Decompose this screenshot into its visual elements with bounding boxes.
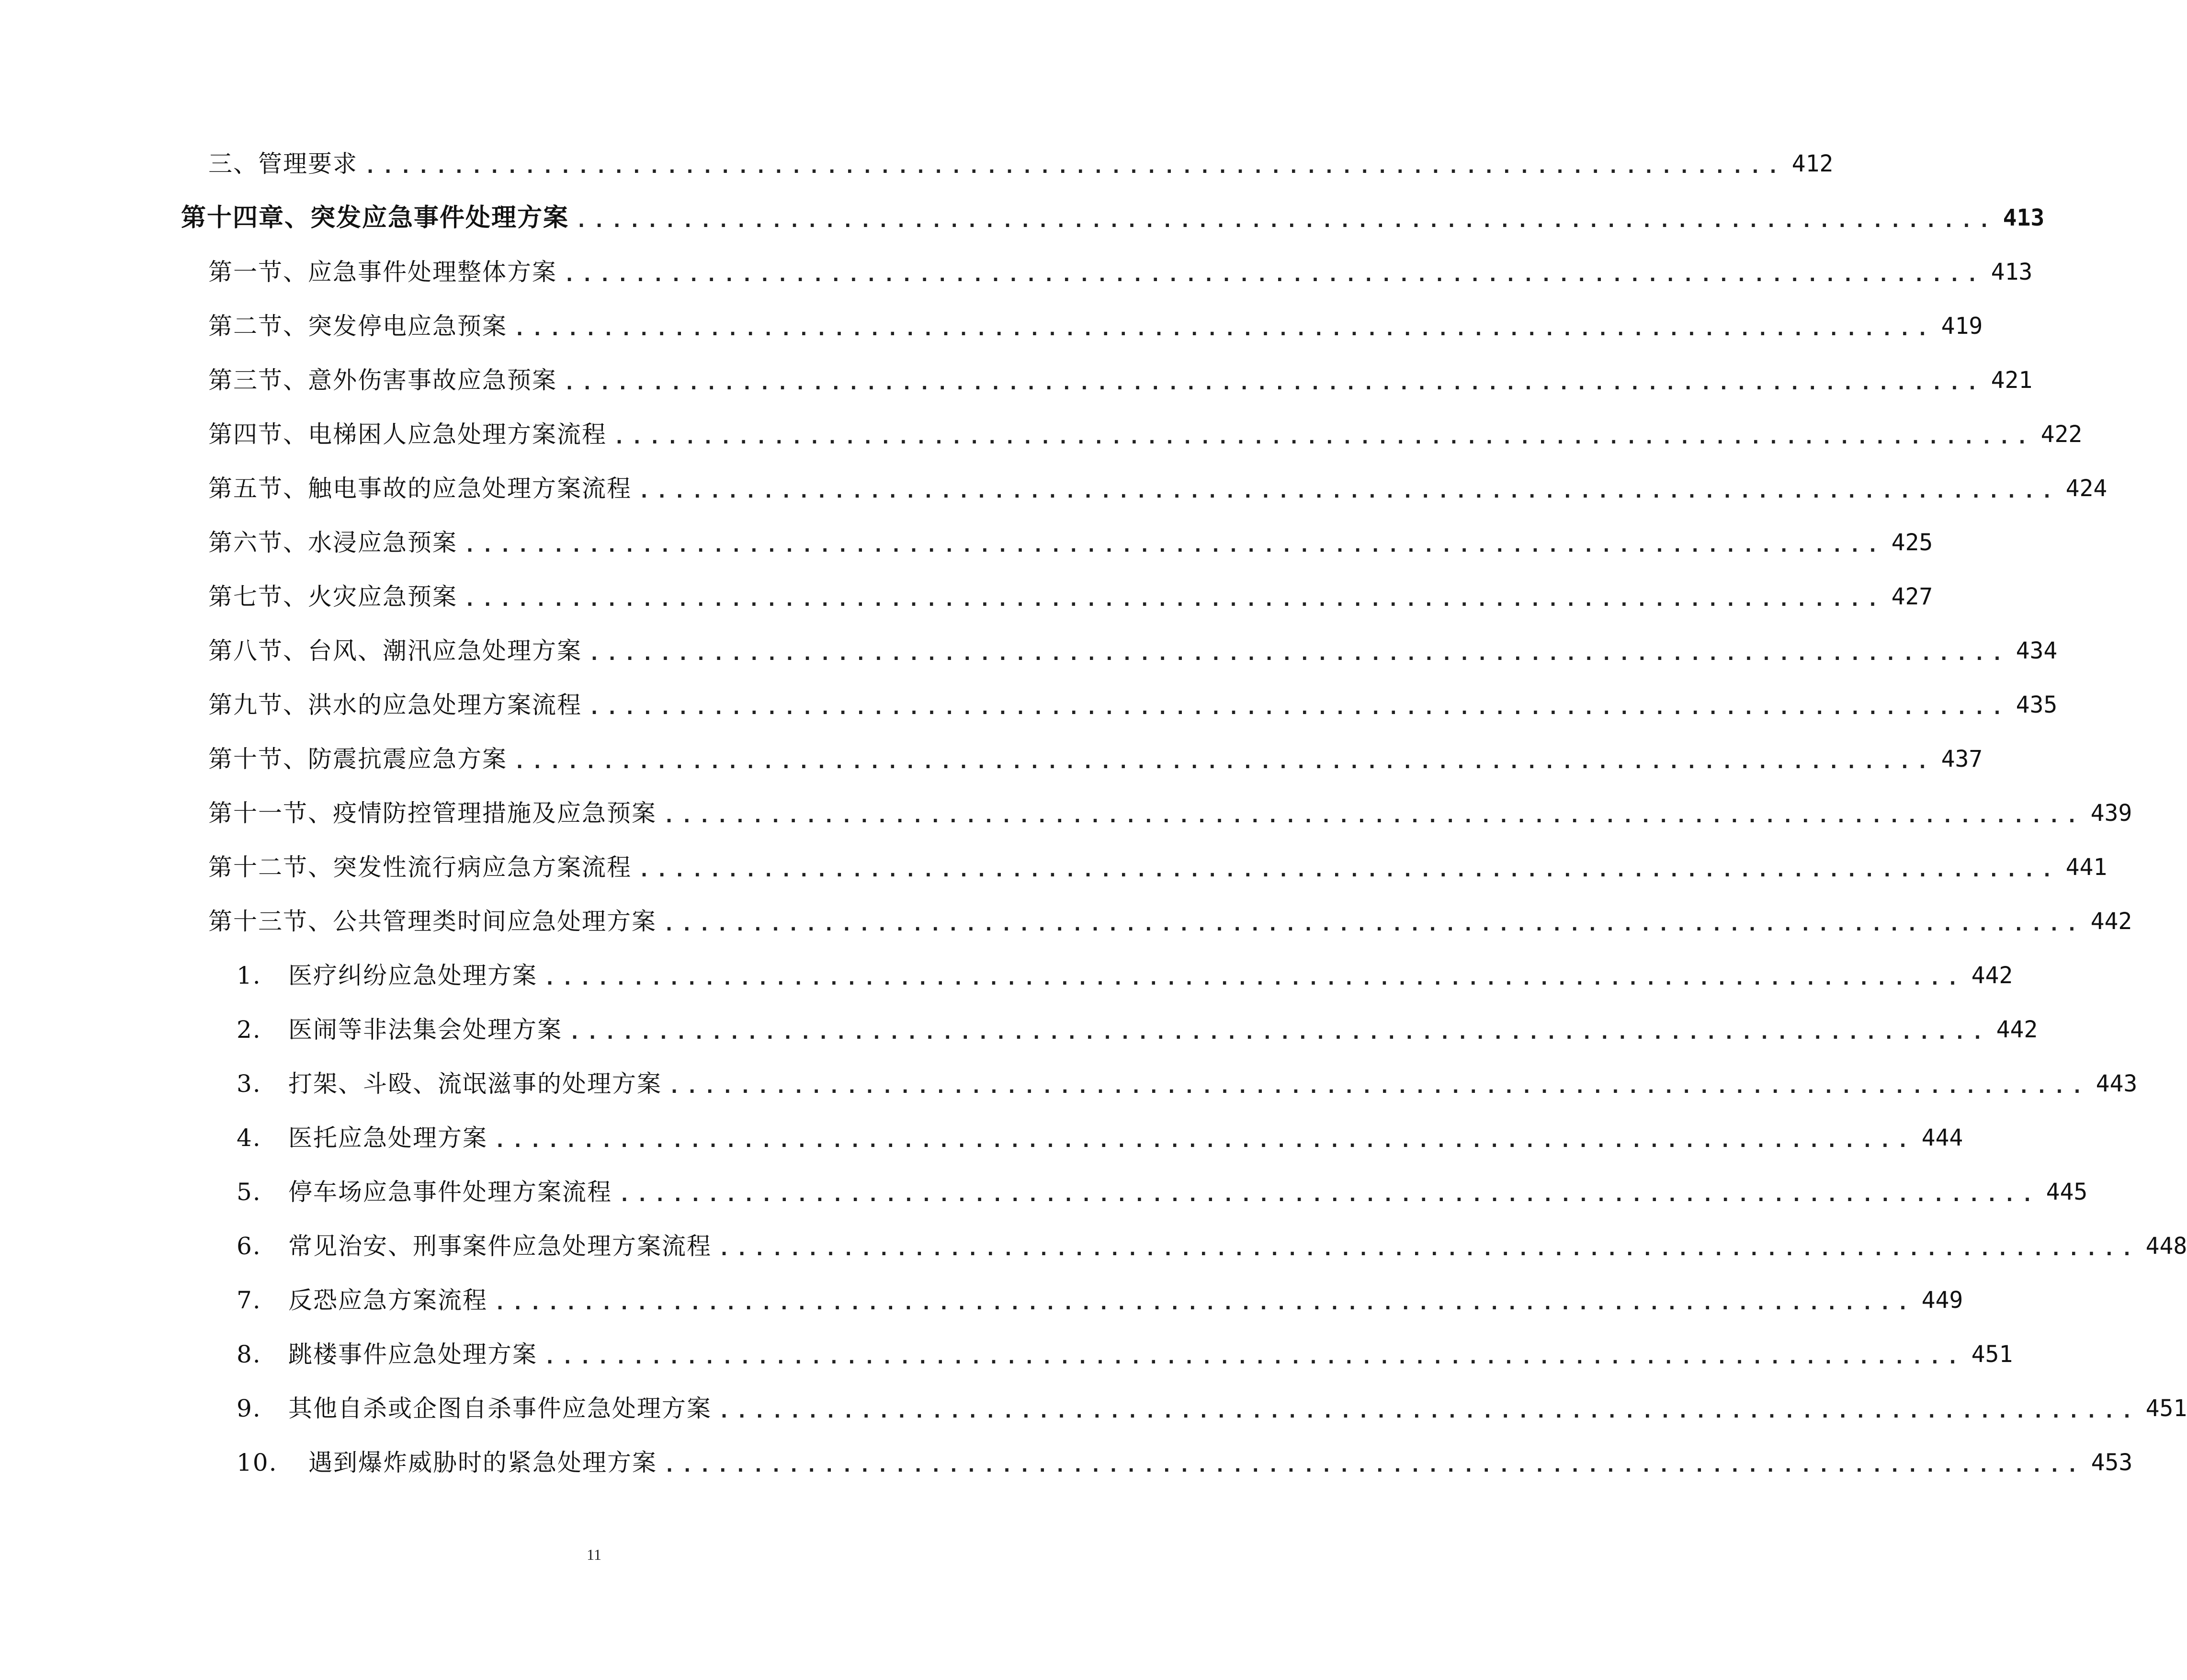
toc-entry-title (208, 631, 582, 671)
toc-entry-title (208, 414, 607, 454)
toc-dot-leader: ................................................................................ (619, 1184, 2040, 1206)
toc-entry-title (208, 847, 632, 887)
toc-entry-title (237, 1334, 537, 1374)
toc-page-number: 449 (1921, 1287, 1963, 1314)
toc-page-number: 425 (1891, 529, 1933, 556)
toc-dot-leader: ................................................................................ (663, 805, 2084, 827)
toc-item-entry[interactable] (237, 1388, 2187, 1429)
toc-section-entry[interactable] (208, 739, 1983, 779)
toc-dot-leader: ................................................................................ (544, 1346, 1965, 1368)
toc-dot-leader: ................................................................................ (718, 1238, 2139, 1260)
toc-entry-text: 第十三节、公共管理类时间应急处理方案 (208, 908, 657, 935)
toc-dot-leader: ................................................................................ (364, 156, 1785, 178)
toc-item-entry[interactable] (237, 1442, 2133, 1483)
toc-section-entry[interactable] (208, 793, 2132, 833)
toc-entry-text: 第十节、防震抗震应急方案 (208, 745, 507, 773)
toc-page-number: 445 (2046, 1179, 2088, 1205)
toc-entry-title (237, 1118, 487, 1158)
toc-dot-leader: ................................................................................ (664, 1454, 2085, 1476)
toc-entry-text: 其他自杀或企图自杀事件应急处理方案 (288, 1395, 712, 1422)
toc-entry-title (208, 739, 507, 779)
toc-page-number: 442 (1971, 962, 2013, 989)
toc-section-entry[interactable] (208, 144, 1834, 184)
toc-entry-title (208, 793, 657, 833)
toc-entry-text: 第十四章、突发应急事件处理方案 (181, 203, 569, 232)
toc-entry-text: 第五节、触电事故的应急处理方案流程 (208, 475, 632, 502)
toc-entry-text: 第十二节、突发性流行病应急方案流程 (208, 853, 632, 881)
toc-entry-number: 1. (237, 962, 261, 989)
toc-dot-leader: ................................................................................ (514, 318, 1935, 340)
toc-entry-text: 常见治安、刑事案件应急处理方案流程 (288, 1232, 712, 1260)
toc-page-number: 435 (2016, 692, 2058, 718)
toc-entry-number: 7. (237, 1286, 261, 1314)
toc-item-entry[interactable] (237, 1010, 2038, 1050)
toc-entry-title (208, 468, 632, 509)
toc-page-number: 451 (1971, 1341, 2013, 1368)
toc-dot-leader: ................................................................................ (638, 480, 2059, 502)
toc-page-number: 439 (2090, 800, 2132, 827)
toc-dot-leader: ................................................................................ (576, 210, 1996, 232)
toc-entry-number: 4. (237, 1124, 261, 1152)
toc-dot-leader: ................................................................................ (464, 589, 1885, 611)
toc-dot-leader: ................................................................................ (514, 751, 1935, 773)
toc-entry-title (208, 252, 557, 292)
toc-dot-leader: ................................................................................ (589, 697, 2009, 719)
toc-dot-leader: ................................................................................ (564, 264, 1984, 286)
toc-item-entry[interactable] (237, 1280, 1963, 1320)
toc-entry-number: 6. (237, 1232, 261, 1260)
toc-dot-leader: ................................................................................ (718, 1400, 2139, 1422)
toc-entry-text: 打架、斗殴、流氓滋事的处理方案 (288, 1070, 662, 1098)
toc-entry-number: 5. (237, 1178, 261, 1206)
toc-dot-leader: ................................................................................ (638, 859, 2059, 881)
toc-dot-leader: ................................................................................ (564, 372, 1984, 394)
toc-page-number: 451 (2145, 1395, 2187, 1422)
toc-entry-text: 第九节、洪水的应急处理方案流程 (208, 691, 582, 719)
toc-entry-title (208, 522, 457, 563)
toc-entry-title (208, 901, 657, 942)
toc-section-entry[interactable] (208, 306, 1983, 346)
toc-chapter-entry[interactable] (181, 198, 2045, 238)
toc-dot-leader: ................................................................................ (494, 1130, 1915, 1152)
toc-entry-title (237, 1226, 712, 1266)
toc-item-entry[interactable] (237, 1064, 2138, 1104)
toc-entry-text: 第三节、意外伤害事故应急预案 (208, 366, 557, 394)
toc-entry-text: 反恐应急方案流程 (288, 1286, 487, 1314)
toc-section-entry[interactable] (208, 252, 2033, 292)
toc-section-entry[interactable] (208, 631, 2058, 671)
toc-item-entry[interactable] (237, 1334, 2013, 1374)
toc-entry-text: 医疗纠纷应急处理方案 (288, 962, 537, 989)
toc-entry-text: 遇到爆炸威胁时的紧急处理方案 (308, 1449, 657, 1476)
toc-page-number: 442 (1996, 1016, 2038, 1043)
toc-entry-title (208, 144, 358, 184)
toc-page-number: 442 (2090, 908, 2132, 935)
toc-entry-number: 3. (237, 1070, 261, 1098)
toc-page-number: 427 (1891, 583, 1933, 610)
toc-page-number: 434 (2016, 637, 2058, 664)
toc-section-entry[interactable] (208, 360, 2033, 400)
toc-page-number: 453 (2091, 1449, 2133, 1476)
toc-entry-number: 2. (237, 1016, 261, 1044)
toc-section-entry[interactable] (208, 414, 2083, 454)
toc-entry-title (208, 360, 557, 400)
toc-entry-title (237, 1172, 612, 1212)
toc-page-number: 412 (1791, 150, 1834, 177)
toc-dot-leader: ................................................................................ (494, 1292, 1915, 1314)
toc-page-number: 448 (2145, 1233, 2187, 1260)
toc-dot-leader: ................................................................................ (613, 426, 2034, 448)
toc-entry-text: 医托应急处理方案 (288, 1124, 487, 1152)
toc-entry-title (237, 1280, 487, 1320)
toc-page-number: 419 (1941, 313, 1983, 340)
toc-entry-text: 停车场应急事件处理方案流程 (288, 1178, 612, 1206)
toc-dot-leader: ................................................................................ (544, 967, 1965, 989)
toc-item-entry[interactable] (237, 1226, 2187, 1266)
toc-entry-number: 9. (237, 1395, 261, 1422)
toc-page-number: 413 (1991, 259, 2033, 285)
toc-entry-title (237, 955, 537, 996)
toc-entry-title (208, 306, 507, 346)
toc-item-entry[interactable] (237, 1118, 1963, 1158)
toc-entry-number: 10. (237, 1449, 278, 1476)
toc-entry-text: 第二节、突发停电应急预案 (208, 312, 507, 340)
toc-dot-leader: ................................................................................ (663, 913, 2084, 935)
toc-page-number: 421 (1991, 367, 2033, 394)
toc-entry-title (237, 1010, 562, 1050)
toc-entry-text: 第七节、火灾应急预案 (208, 583, 457, 611)
toc-entry-title (237, 1442, 657, 1483)
toc-dot-leader: ................................................................................ (669, 1076, 2089, 1098)
toc-page-number: 437 (1941, 746, 1983, 772)
toc-entry-text: 第十一节、疫情防控管理措施及应急预案 (208, 799, 657, 827)
toc-entry-title (237, 1388, 712, 1429)
toc-entry-text: 跳楼事件应急处理方案 (288, 1340, 537, 1368)
toc-page-number: 422 (2040, 421, 2083, 448)
toc-item-entry[interactable] (237, 1172, 2088, 1212)
toc-dot-leader: ................................................................................ (589, 643, 2009, 665)
toc-page-number: 424 (2065, 475, 2108, 502)
toc-page-number: 443 (2096, 1070, 2138, 1097)
toc-page-number: 413 (2003, 204, 2045, 231)
toc-page-number: 444 (1921, 1124, 1963, 1151)
toc-entry-text: 第一节、应急事件处理整体方案 (208, 258, 557, 286)
toc-entry-text: 第六节、水浸应急预案 (208, 529, 457, 556)
toc-section-entry[interactable] (208, 522, 1933, 563)
page-number: 11 (587, 1546, 601, 1563)
toc-section-entry[interactable] (208, 468, 2108, 509)
toc-item-entry[interactable] (237, 955, 2013, 996)
toc-section-entry[interactable] (208, 847, 2108, 887)
toc-dot-leader: ................................................................................ (569, 1022, 1990, 1044)
toc-section-entry[interactable] (208, 685, 2058, 725)
toc-entry-title (181, 198, 569, 238)
toc-entry-title (237, 1064, 662, 1104)
toc-entry-text: 三、管理要求 (208, 150, 358, 178)
toc-section-entry[interactable] (208, 577, 1933, 617)
toc-section-entry[interactable] (208, 901, 2132, 942)
toc-entry-text: 第四节、电梯困人应急处理方案流程 (208, 420, 607, 448)
toc-entry-text: 第八节、台风、潮汛应急处理方案 (208, 637, 582, 665)
toc-entry-title (208, 685, 582, 725)
toc-dot-leader: ................................................................................ (464, 534, 1885, 556)
toc-entry-number: 8. (237, 1340, 261, 1368)
toc-entry-title (208, 577, 457, 617)
toc-page-number: 441 (2065, 854, 2108, 881)
toc-entry-text: 医闹等非法集会处理方案 (288, 1016, 562, 1044)
